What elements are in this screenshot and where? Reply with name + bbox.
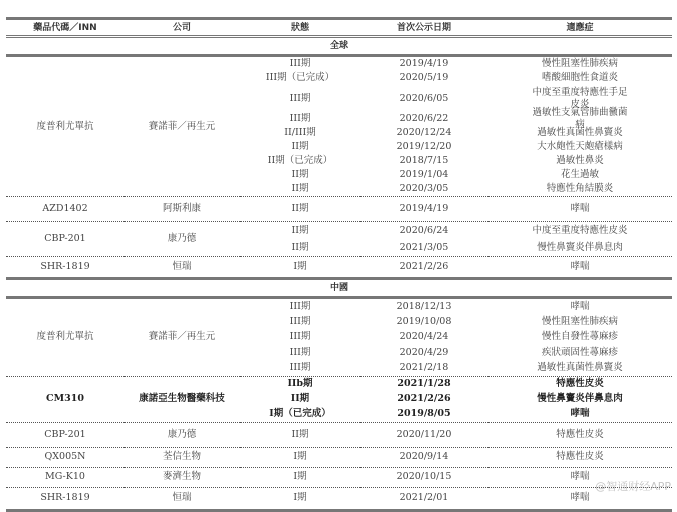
drug-cell: 度普利尤單抗 <box>36 120 94 132</box>
status-entry: III期 <box>289 300 311 312</box>
indication-entry: 哮喘 <box>570 408 590 420</box>
table-row <box>6 56 672 197</box>
status-entry: II期 <box>291 428 309 440</box>
indication-entry: 特應性角結膜炎 <box>546 183 614 194</box>
status-entry: III期 <box>289 316 311 328</box>
company-cell: 阿斯利康 <box>124 197 240 222</box>
status-entry: III期 <box>289 362 311 374</box>
indication-entry: 哮喘 <box>570 203 590 214</box>
date-entry: 2020/6/05 <box>399 92 449 104</box>
header-company: 公司 <box>172 22 191 33</box>
status-entry: II期 <box>291 224 309 236</box>
drug-cell: MG-K10 <box>6 467 124 487</box>
indication-entry: 疾狀頑固性蕁麻疹 <box>541 346 618 358</box>
drug-cell: SHR-1819 <box>6 487 124 510</box>
status-entry: I期 <box>293 451 307 463</box>
indication-entry: 嗜酸細胞性食道炎 <box>541 72 618 83</box>
status-entry: III期 <box>289 331 311 343</box>
table-row <box>6 257 672 279</box>
status-cell <box>240 376 360 422</box>
date-entry: 2020/10/15 <box>396 471 452 483</box>
indication-entry: 過敏性真菌性鼻竇炎 <box>537 362 623 374</box>
company-cell: 康諾亞生物醫藥科技 <box>124 376 240 422</box>
indication-entry: 哮喘 <box>570 300 590 312</box>
date-cell <box>360 422 488 447</box>
date-entry: 2021/1/28 <box>397 378 451 390</box>
status-entry: II期 <box>291 203 309 214</box>
status-entry: II期（已完成） <box>267 155 333 166</box>
date-cell <box>360 197 488 222</box>
status-cell <box>240 487 360 510</box>
date-entry: 2020/12/24 <box>396 127 452 138</box>
table-row <box>6 467 672 487</box>
status-entry: II期 <box>291 141 309 152</box>
table-row <box>6 222 672 257</box>
indication-entry: 特應性皮炎 <box>556 451 604 463</box>
header-indication: 適應症 <box>566 22 594 33</box>
date-entry: 2020/3/05 <box>399 183 449 194</box>
status-entry: II期 <box>291 241 309 253</box>
date-entry: 2021/3/05 <box>399 241 449 253</box>
indication-entry: 慢性鼻竇炎伴鼻息肉 <box>537 241 623 253</box>
section-title: 中國 <box>6 279 672 298</box>
status-cell <box>240 197 360 222</box>
indication-cell <box>488 56 672 197</box>
date-entry: 2021/2/18 <box>399 362 449 374</box>
status-cell <box>240 298 360 377</box>
indication-entry: 慢性自發性蕁麻疹 <box>541 331 618 343</box>
status-entry: I期 <box>293 471 307 483</box>
table-header-row <box>6 19 672 37</box>
header-drug: 藥品代碼／INN <box>33 22 97 33</box>
date-entry: 2020/6/22 <box>399 113 449 124</box>
drug-cell: 度普利尤單抗 <box>36 331 94 343</box>
drug-cell: AZD1402 <box>6 197 124 222</box>
indication-cell <box>488 257 672 279</box>
status-entry: I期 <box>293 492 307 504</box>
status-entry: II期 <box>291 183 309 194</box>
indication-cell <box>488 422 672 447</box>
indication-entry: 哮喘 <box>570 492 590 504</box>
indication-entry: 哮喘 <box>570 261 590 272</box>
date-entry: 2019/8/05 <box>397 408 451 420</box>
indication-entry: 大水皰性天皰瘡樣病 <box>537 141 623 152</box>
status-cell <box>240 222 360 257</box>
table-row <box>6 422 672 447</box>
date-cell <box>360 298 488 377</box>
indication-entry: 特應性皮炎 <box>556 428 604 440</box>
status-cell <box>240 447 360 467</box>
date-cell <box>360 376 488 422</box>
header-status: 狀態 <box>290 22 309 33</box>
company-cell: 恒瑞 <box>124 487 240 510</box>
status-cell <box>240 257 360 279</box>
company-cell: 康乃德 <box>124 222 240 257</box>
date-entry: 2019/4/19 <box>399 203 449 214</box>
date-entry: 2018/7/15 <box>399 155 449 166</box>
status-entry: III期 <box>289 92 311 104</box>
date-entry: 2018/12/13 <box>396 300 452 312</box>
date-entry: 2020/5/19 <box>399 72 449 83</box>
table-row <box>6 298 672 377</box>
section-title: 全球 <box>6 37 672 56</box>
status-cell <box>240 422 360 447</box>
date-entry: 2019/4/19 <box>399 58 449 69</box>
date-entry: 2021/2/01 <box>399 492 449 504</box>
indication-cell <box>488 222 672 257</box>
date-entry: 2020/6/24 <box>399 224 449 236</box>
company-cell: 賽諾菲／再生元 <box>148 331 216 343</box>
table-row <box>6 376 672 422</box>
table-row <box>6 197 672 222</box>
indication-entry: 過敏性真菌性鼻竇炎 <box>537 127 623 138</box>
company-cell: 賽諾菲／再生元 <box>148 120 216 132</box>
indication-cell <box>488 298 672 377</box>
drug-cell: SHR-1819 <box>6 257 124 279</box>
indication-entry: 哮喘 <box>570 471 590 483</box>
indication-entry: 慢性鼻竇炎伴鼻息肉 <box>537 393 623 405</box>
status-cell <box>240 56 360 197</box>
company-cell: 康乃德 <box>124 422 240 447</box>
date-entry: 2020/4/24 <box>399 331 449 343</box>
date-cell <box>360 222 488 257</box>
date-cell <box>360 487 488 510</box>
indication-cell <box>488 376 672 422</box>
date-cell <box>360 467 488 487</box>
indication-entry: 過敏性鼻炎 <box>556 155 604 166</box>
drug-cell: QX005N <box>6 447 124 467</box>
indication-entry: 過敏性支氣管肺曲黴菌病 <box>532 107 628 130</box>
company-cell: 麥濟生物 <box>124 467 240 487</box>
section-header-row <box>6 279 672 298</box>
status-entry: I期 <box>293 261 307 272</box>
status-entry: II/III期 <box>284 127 316 138</box>
status-entry: III期（已完成） <box>265 72 335 83</box>
drug-cell: CBP-201 <box>6 222 124 257</box>
date-entry: 2020/11/20 <box>396 428 452 440</box>
company-cell: 荃信生物 <box>124 447 240 467</box>
watermark: @智通财经APP <box>595 480 671 493</box>
pipeline-table <box>6 17 672 512</box>
date-entry: 2019/10/08 <box>396 316 452 328</box>
status-entry: IIb期 <box>287 378 313 390</box>
status-entry: III期 <box>289 346 311 358</box>
indication-entry: 特應性皮炎 <box>556 378 604 390</box>
company-cell: 恒瑞 <box>124 257 240 279</box>
drug-cell: CM310 <box>6 376 124 422</box>
date-cell <box>360 56 488 197</box>
date-entry: 2019/12/20 <box>396 141 452 152</box>
table-row <box>6 487 672 510</box>
indication-cell <box>488 197 672 222</box>
indication-entry: 慢性阻塞性肺疾病 <box>541 316 618 328</box>
indication-entry: 花生過敏 <box>560 169 599 180</box>
status-entry: II期 <box>291 169 309 180</box>
date-cell <box>360 257 488 279</box>
indication-entry: 中度至重度特應性手足皮炎 <box>532 86 628 110</box>
status-cell <box>240 467 360 487</box>
indication-cell <box>488 447 672 467</box>
date-entry: 2021/2/26 <box>399 261 449 272</box>
date-entry: 2020/4/29 <box>399 346 449 358</box>
date-entry: 2020/9/14 <box>399 451 449 463</box>
status-entry: III期 <box>289 58 311 69</box>
date-cell <box>360 447 488 467</box>
drug-cell: CBP-201 <box>6 422 124 447</box>
indication-entry: 慢性阻塞性肺疾病 <box>541 58 618 69</box>
table-row <box>6 447 672 467</box>
status-entry: II期 <box>290 393 310 405</box>
status-entry: III期 <box>289 113 311 124</box>
date-entry: 2019/1/04 <box>399 169 449 180</box>
date-entry: 2021/2/26 <box>397 393 451 405</box>
status-entry: I期（已完成） <box>269 408 331 420</box>
indication-entry: 中度至重度特應性皮炎 <box>532 224 628 236</box>
header-date: 首次公示日期 <box>396 22 451 33</box>
section-header-row <box>6 37 672 56</box>
